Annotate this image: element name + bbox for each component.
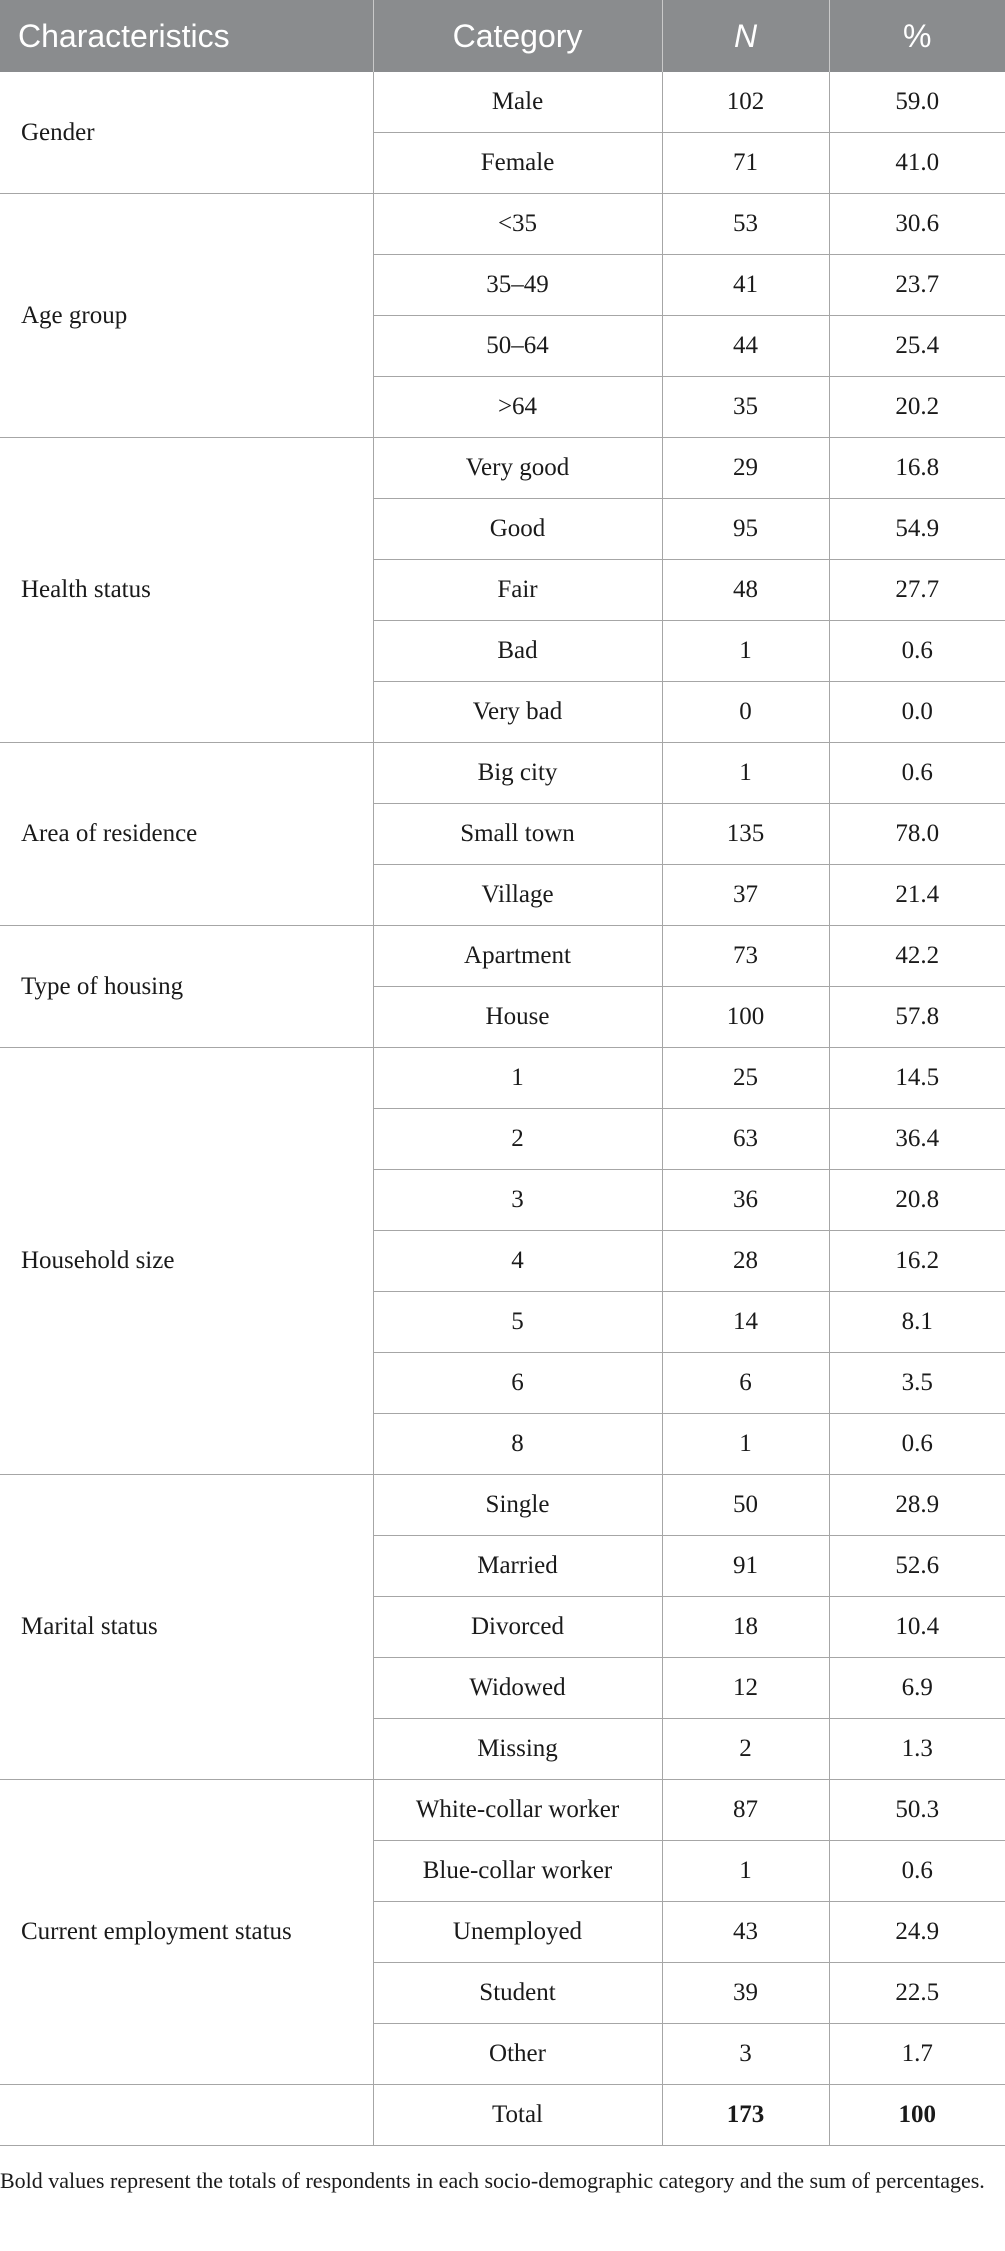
percent-cell: 54.9 [829, 499, 1005, 560]
n-cell: 73 [662, 926, 829, 987]
n-cell: 14 [662, 1292, 829, 1353]
percent-cell: 27.7 [829, 560, 1005, 621]
n-cell: 44 [662, 316, 829, 377]
table-row [0, 438, 1005, 499]
percent-cell: 28.9 [829, 1475, 1005, 1536]
percent-cell: 20.2 [829, 377, 1005, 438]
percent-cell: 0.6 [829, 1414, 1005, 1475]
group-label: Household size [0, 1048, 373, 1475]
table-row [0, 926, 1005, 987]
percent-cell: 0.0 [829, 682, 1005, 743]
percent-cell: 52.6 [829, 1536, 1005, 1597]
category-cell: Male [373, 72, 662, 133]
n-cell: 63 [662, 1109, 829, 1170]
n-cell: 3 [662, 2024, 829, 2085]
percent-cell: 1.7 [829, 2024, 1005, 2085]
category-cell: Very good [373, 438, 662, 499]
table-body [0, 72, 1005, 2146]
total-percent: 100 [829, 2085, 1005, 2146]
percent-cell: 0.6 [829, 621, 1005, 682]
percent-cell: 16.8 [829, 438, 1005, 499]
header-characteristics: Characteristics [0, 0, 373, 72]
n-cell: 37 [662, 865, 829, 926]
category-cell: 8 [373, 1414, 662, 1475]
n-cell: 102 [662, 72, 829, 133]
table-row [0, 743, 1005, 804]
table-footnote: Bold values represent the totals of respondents in each socio-demographic category and the sum of percentages. [0, 2168, 985, 2193]
n-cell: 1 [662, 1841, 829, 1902]
header-category: Category [373, 0, 662, 72]
category-cell: Divorced [373, 1597, 662, 1658]
percent-cell: 59.0 [829, 72, 1005, 133]
category-cell: 1 [373, 1048, 662, 1109]
percent-cell: 14.5 [829, 1048, 1005, 1109]
n-cell: 28 [662, 1231, 829, 1292]
n-cell: 35 [662, 377, 829, 438]
total-label: Total [373, 2085, 662, 2146]
table-row [0, 194, 1005, 255]
n-cell: 12 [662, 1658, 829, 1719]
group-label: Area of residence [0, 743, 373, 926]
category-cell: 4 [373, 1231, 662, 1292]
category-cell: 35–49 [373, 255, 662, 316]
n-cell: 36 [662, 1170, 829, 1231]
group-label: Health status [0, 438, 373, 743]
table-row [0, 1475, 1005, 1536]
n-cell: 91 [662, 1536, 829, 1597]
n-cell: 135 [662, 804, 829, 865]
n-cell: 0 [662, 682, 829, 743]
category-cell: 3 [373, 1170, 662, 1231]
category-cell: Big city [373, 743, 662, 804]
percent-cell: 0.6 [829, 1841, 1005, 1902]
category-cell: Good [373, 499, 662, 560]
category-cell: 6 [373, 1353, 662, 1414]
percent-cell: 57.8 [829, 987, 1005, 1048]
header-percent: % [829, 0, 1005, 72]
table-row [0, 1780, 1005, 1841]
category-cell: >64 [373, 377, 662, 438]
n-cell: 1 [662, 1414, 829, 1475]
n-cell: 43 [662, 1902, 829, 1963]
table-header-row [0, 0, 1005, 72]
category-cell: Missing [373, 1719, 662, 1780]
total-n: 173 [662, 2085, 829, 2146]
category-cell: Widowed [373, 1658, 662, 1719]
n-cell: 2 [662, 1719, 829, 1780]
header-n: N [662, 0, 829, 72]
n-cell: 39 [662, 1963, 829, 2024]
percent-cell: 78.0 [829, 804, 1005, 865]
total-row [0, 2085, 1005, 2146]
n-cell: 100 [662, 987, 829, 1048]
category-cell: Other [373, 2024, 662, 2085]
percent-cell: 42.2 [829, 926, 1005, 987]
percent-cell: 41.0 [829, 133, 1005, 194]
category-cell: Bad [373, 621, 662, 682]
category-cell: Female [373, 133, 662, 194]
percent-cell: 6.9 [829, 1658, 1005, 1719]
category-cell: <35 [373, 194, 662, 255]
category-cell: 5 [373, 1292, 662, 1353]
n-cell: 1 [662, 743, 829, 804]
percent-cell: 20.8 [829, 1170, 1005, 1231]
category-cell: Blue-collar worker [373, 1841, 662, 1902]
category-cell: Married [373, 1536, 662, 1597]
percent-cell: 36.4 [829, 1109, 1005, 1170]
percent-cell: 23.7 [829, 255, 1005, 316]
category-cell: Village [373, 865, 662, 926]
table-row [0, 72, 1005, 133]
table-row [0, 1048, 1005, 1109]
percent-cell: 22.5 [829, 1963, 1005, 2024]
n-cell: 87 [662, 1780, 829, 1841]
percent-cell: 25.4 [829, 316, 1005, 377]
percent-cell: 50.3 [829, 1780, 1005, 1841]
n-cell: 1 [662, 621, 829, 682]
category-cell: Single [373, 1475, 662, 1536]
n-cell: 18 [662, 1597, 829, 1658]
group-label: Age group [0, 194, 373, 438]
n-cell: 6 [662, 1353, 829, 1414]
n-cell: 53 [662, 194, 829, 255]
percent-cell: 16.2 [829, 1231, 1005, 1292]
n-cell: 41 [662, 255, 829, 316]
percent-cell: 21.4 [829, 865, 1005, 926]
category-cell: White-collar worker [373, 1780, 662, 1841]
n-cell: 25 [662, 1048, 829, 1109]
category-cell: Unemployed [373, 1902, 662, 1963]
group-label: Type of housing [0, 926, 373, 1048]
n-cell: 95 [662, 499, 829, 560]
percent-cell: 30.6 [829, 194, 1005, 255]
category-cell: 50–64 [373, 316, 662, 377]
n-cell: 29 [662, 438, 829, 499]
category-cell: Fair [373, 560, 662, 621]
category-cell: House [373, 987, 662, 1048]
n-cell: 50 [662, 1475, 829, 1536]
total-blank-cell [0, 2085, 373, 2146]
group-label: Marital status [0, 1475, 373, 1780]
group-label: Current employment status [0, 1780, 373, 2085]
group-label: Gender [0, 72, 373, 194]
percent-cell: 8.1 [829, 1292, 1005, 1353]
category-cell: Student [373, 1963, 662, 2024]
category-cell: 2 [373, 1109, 662, 1170]
percent-cell: 1.3 [829, 1719, 1005, 1780]
category-cell: Very bad [373, 682, 662, 743]
percent-cell: 24.9 [829, 1902, 1005, 1963]
category-cell: Apartment [373, 926, 662, 987]
n-cell: 71 [662, 133, 829, 194]
percent-cell: 3.5 [829, 1353, 1005, 1414]
percent-cell: 10.4 [829, 1597, 1005, 1658]
n-cell: 48 [662, 560, 829, 621]
category-cell: Small town [373, 804, 662, 865]
percent-cell: 0.6 [829, 743, 1005, 804]
